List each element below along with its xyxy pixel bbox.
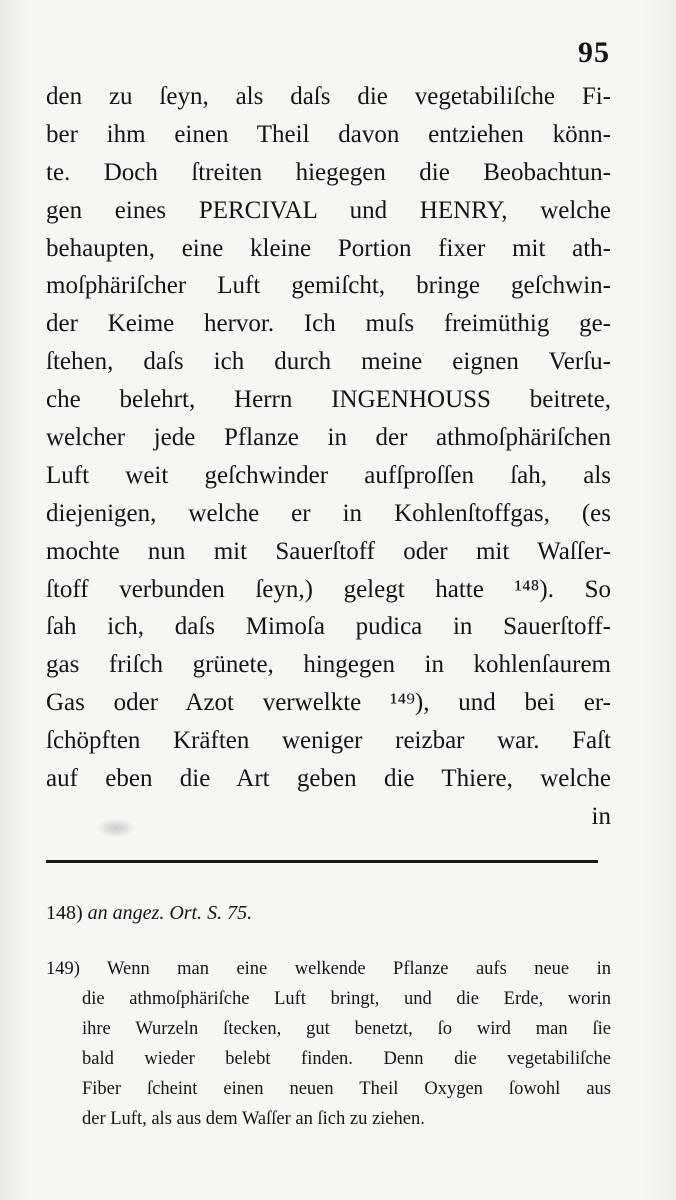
text-line: welcher jede Pflanze in der athmoſphäriſchen — [46, 424, 611, 452]
text-line: ſtoff verbunden ſeyn,) gelegt hatte ¹⁴⁸). So — [46, 575, 611, 603]
footnote-line — [46, 954, 611, 984]
text-line: ſah ich, daſs Mimoſa pudica in Sauerſtoff- — [46, 613, 611, 641]
text-line: te. Doch ſtreiten hiegegen die Beobachtun- — [46, 158, 611, 186]
footnote-reference: an angez. Ort. S. 75. — [87, 902, 253, 924]
text-line: che belehrt, Herrn INGENHOUSS beitrete, — [46, 386, 611, 414]
footnote-line: bald wieder belebt finden. Denn die vegetabiliſche — [82, 1049, 611, 1069]
text-line: mochte nun mit Sauerſtoff oder mit Waſſer- — [46, 537, 611, 565]
text-line: diejenigen, welche er in Kohlenſtoffgas, (es — [46, 499, 611, 527]
catchword: in — [591, 802, 611, 830]
text-line: Luft weit geſchwinder aufſproſſen ſah, als — [46, 461, 611, 489]
page-number: 95 — [578, 36, 610, 69]
body-text — [46, 78, 611, 836]
footnote-text: Wenn man eine welkende Pflanze aufs neue in — [107, 959, 611, 979]
text-line: ſtehen, daſs ich durch meine eignen Verſu- — [46, 348, 611, 376]
footnote-line: ihre Wurzeln ſtecken, gut benetzt, ſo wird man ſie — [82, 1019, 611, 1039]
footnote-line: Fiber ſcheint einen neuen Theil Oxygen ſowohl aus — [82, 1079, 611, 1099]
footnotes — [46, 900, 611, 1134]
text-line: den zu ſeyn, als daſs die vegetabiliſche Fi- — [46, 83, 611, 110]
text-line: gen eines PERCIVAL und HENRY, welche — [46, 196, 611, 224]
text-line: auf eben die Art geben die Thiere, welche — [46, 765, 611, 793]
text-line: moſphäriſcher Luft gemiſcht, bringe geſchwin- — [46, 272, 611, 300]
footnote-rule — [46, 860, 598, 863]
footnote-marker: 149) — [46, 959, 80, 979]
footnote-line: die athmoſphäriſche Luft bringt, und die Erde, worin — [82, 989, 611, 1009]
footnote-line: der Luft, als aus dem Waſſer an ſich zu ziehen. — [82, 1109, 425, 1129]
ink-smudge — [96, 818, 136, 838]
text-line: der Keime hervor. Ich muſs freimüthig ge- — [46, 310, 611, 338]
text-line: ſchöpften Kräften weniger reizbar war. Faſt — [46, 727, 611, 755]
text-line: gas friſch grünete, hingegen in kohlenſaurem — [46, 651, 611, 679]
text-line: behaupten, eine kleine Portion fixer mit ath- — [46, 234, 611, 262]
footnote-marker: 148) — [46, 902, 83, 924]
footnote-149 — [46, 954, 611, 1134]
footnote-148 — [46, 900, 611, 926]
text-line: Gas oder Azot verwelkte ¹⁴⁹), und bei er- — [46, 689, 611, 717]
text-line: ber ihm einen Theil davon entziehen könn- — [46, 120, 611, 148]
